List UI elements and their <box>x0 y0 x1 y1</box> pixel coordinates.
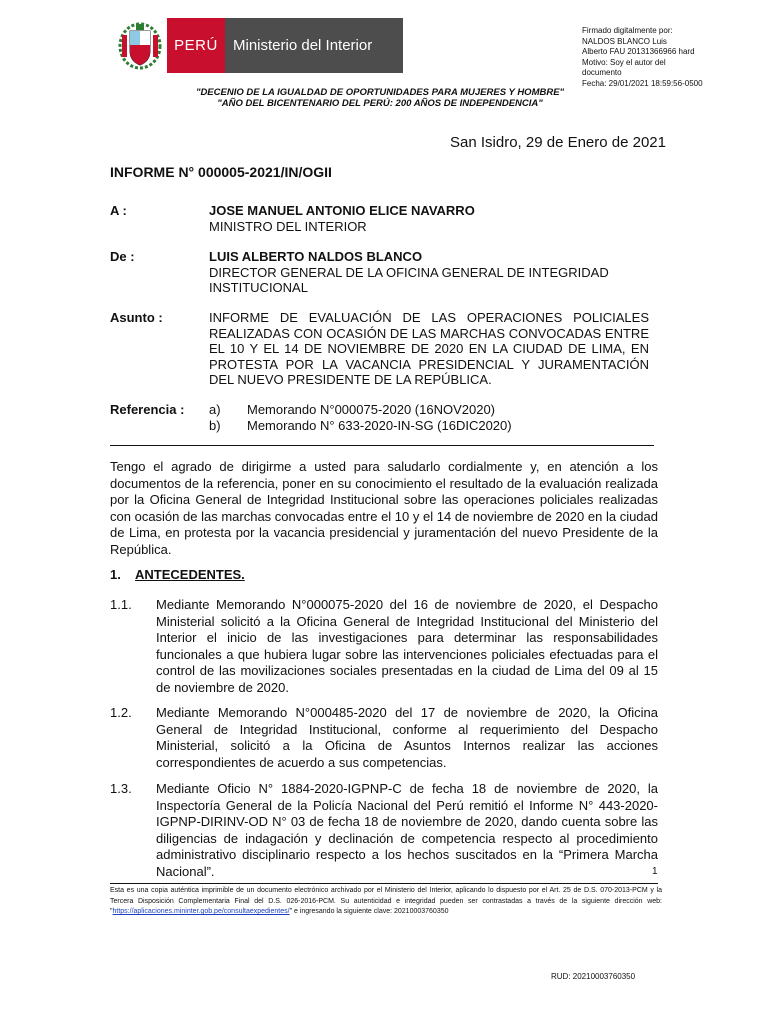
section-number: 1. <box>110 567 121 582</box>
footer-separator <box>110 883 658 884</box>
digital-signature-block <box>582 26 762 89</box>
decenio-heading <box>150 87 610 109</box>
item-number: 1.1. <box>110 597 132 612</box>
signature-line: Motivo: Soy el autor del <box>582 57 666 67</box>
rud-code: RUD: 20210003760350 <box>551 972 636 981</box>
reference-item <box>209 402 649 418</box>
reference-letter: b) <box>209 418 221 433</box>
subject-text: INFORME DE EVALUACIÓN DE LAS OPERACIONES POLICIALES REALIZADAS CON OCASIÓN DE LAS MARCHAS CONVOCADAS ENTRE EL 10 Y EL 14 DE NOVIEMBRE DE 2020 EN LA CIUDAD DE LIMA, EN PROTESTA POR LA VACANCIA PRESIDENCIAL Y JURAMENTACIÓN DEL NUEVO PRESIDENTE DE LA REPÚBLICA. <box>209 310 649 387</box>
decenio-line: "AÑO DEL BICENTENARIO DEL PERÚ: 200 AÑOS DE INDEPENDENCIA" <box>217 98 543 109</box>
item-number: 1.3. <box>110 781 132 796</box>
reference-letter: a) <box>209 402 221 417</box>
to-block <box>209 203 649 234</box>
intro-text: Tengo el agrado de dirigirme a usted para saludarlo cordialmente y, en atención a los documentos de la referencia, poner en su conocimiento el resultado de la evaluación realizada por la Oficina General de Integridad Institucional sobre las operaciones policiales realizadas con ocasión de las marchas convocadas entre el 10 y el 14 de noviembre de 2020 en la ciudad de Lima, en protesta por la vacancia presidencial y juramentación del nuevo Presidente de la República. <box>110 459 658 557</box>
report-number: INFORME N° 000005-2021/IN/OGII <box>110 164 332 180</box>
from-title: DIRECTOR GENERAL DE LA OFICINA GENERAL DE INTEGRIDAD INSTITUCIONAL <box>209 264 609 295</box>
to-title: MINISTRO DEL INTERIOR <box>209 218 367 234</box>
item-number: 1.2. <box>110 705 132 720</box>
item-paragraph <box>156 781 658 880</box>
signature-line: Firmado digitalmente por: <box>582 26 673 35</box>
item-text: Mediante Oficio N° 1884-2020-IGPNP-C de fecha 18 de noviembre de 2020, la Inspectoría General de la Policía Nacional del Perú remitió el Informe N° 443-2020-IGPNP-DIRINV-OD N° 03 de fecha 18 de noviembre de 2020, dando cuenta sobre las diligencias de indagación y declinación de competencia respecto al procedimiento administrativo disciplinario respecto a los hechos suscitados en la “Primera Marcha Nacional”. <box>156 781 658 879</box>
reference-label: Referencia : <box>110 402 185 417</box>
signature-line: NALDOS BLANCO Luis <box>582 36 667 46</box>
intro-paragraph <box>110 459 658 558</box>
reference-item <box>209 418 649 434</box>
reference-text: Memorando N°000075-2020 (16NOV2020) <box>247 402 496 417</box>
section-title: ANTECEDENTES. <box>135 567 245 582</box>
place-date: San Isidro, 29 de Enero de 2021 <box>450 134 666 151</box>
item-text: Mediante Memorando N°000485-2020 del 17 de noviembre de 2020, la Oficina General de Integridad Institucional, conforme al requerimiento del Despacho Ministerial, solicitó a la Oficina de Asuntos Internos realizar las acciones correspondientes de acuerdo a sus competencias. <box>156 705 658 770</box>
from-label: De : <box>110 249 135 264</box>
subject-label: Asunto : <box>110 310 163 325</box>
item-paragraph <box>156 597 658 696</box>
coat-of-arms-icon <box>113 18 167 73</box>
item-text: Mediante Memorando N°000075-2020 del 16 de noviembre de 2020, el Despacho Ministerial solicitó a la Oficina General de Integridad Institucional del Ministerio del Interior el inicio de las investigaciones para determinar las responsabilidades funcionales a que hubiera lugar sobre las intervenciones policiales efectuadas para el control de las movilizaciones sociales presentadas en la ciudad de Lima del 09 al 15 de noviembre de 2020. <box>156 597 658 695</box>
footer-text: Esta es una copia auténtica imprimible de un documento electrónico archivado por el Ministerio del Interior, aplicando lo dispuesto por el Art. 25 de D.S. 070-2013-PCM y la Tercera Disposición Complementaria Final del D.S. 026-2016-PCM. Su autenticidad e integridad pueden ser contrastadas a través de la siguiente dirección web: " <box>110 887 662 915</box>
to-label: A : <box>110 203 127 218</box>
to-name: JOSE MANUEL ANTONIO ELICE NAVARRO <box>209 203 475 218</box>
section-heading <box>110 567 245 582</box>
ministry-logo <box>113 18 403 73</box>
ministry-label: Ministerio del Interior <box>225 18 403 73</box>
signature-line: Alberto FAU 20131366966 hard <box>582 47 695 56</box>
separator-line <box>110 445 654 446</box>
reference-list <box>209 402 649 434</box>
page-number: 1 <box>652 866 658 877</box>
reference-text: Memorando N° 633-2020-IN-SG (16DIC2020) <box>247 418 512 433</box>
signature-line: Fecha: 29/01/2021 18:59:56-0500 <box>582 78 703 88</box>
authenticity-note <box>110 886 662 918</box>
from-block <box>209 249 649 296</box>
country-label: PERÚ <box>167 18 225 73</box>
decenio-line: "DECENIO DE LA IGUALDAD DE OPORTUNIDADES PARA MUJERES Y HOMBRE" <box>195 87 565 98</box>
signature-line: documento <box>582 68 622 77</box>
item-paragraph <box>156 705 658 771</box>
verification-link[interactable]: https://aplicaciones.mininter.gob.pe/consultaexpedientes/ <box>112 908 290 915</box>
footer-text: " e ingresando la siguiente clave: 20210003760350 <box>289 908 449 915</box>
from-name: LUIS ALBERTO NALDOS BLANCO <box>209 249 423 264</box>
